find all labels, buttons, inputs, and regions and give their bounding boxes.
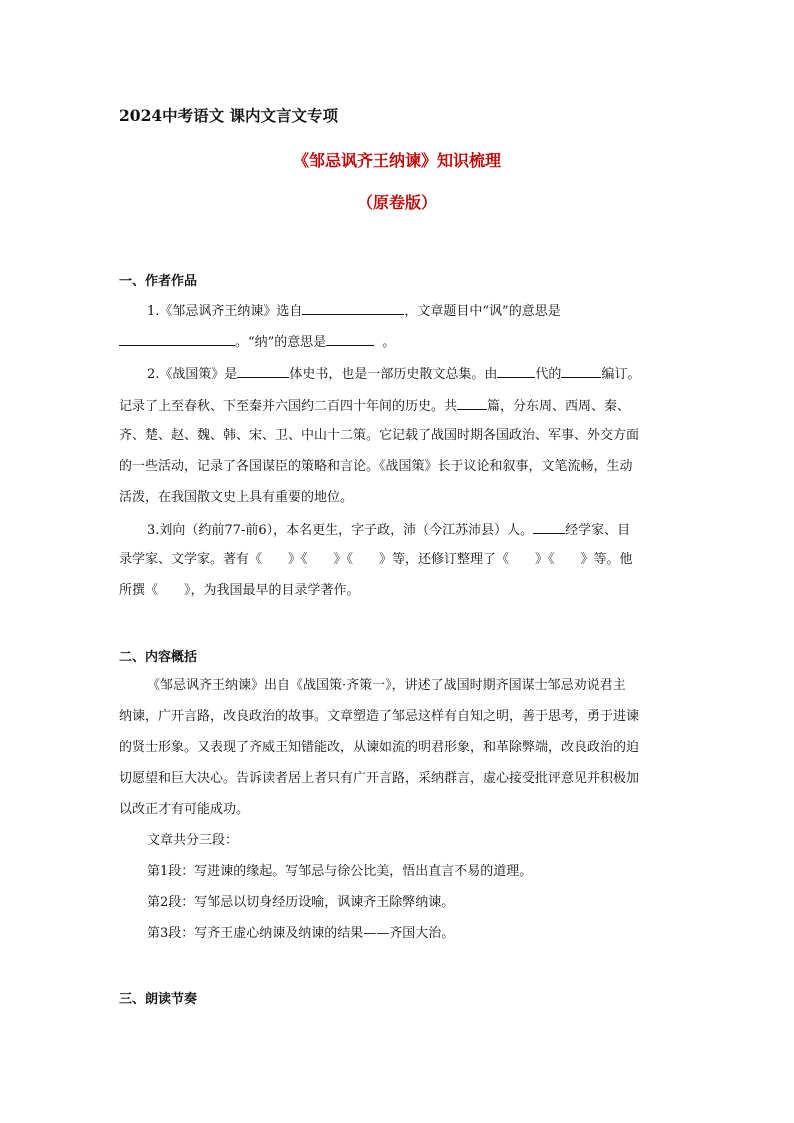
summary-line-2: 纳谏，广开言路，改良政治的故事。文章塑造了邹忌这样有自知之明，善于思考，勇于进谏 bbox=[119, 709, 640, 724]
answer-blank[interactable] bbox=[497, 363, 535, 378]
paragraph-1-summary: 第1段：写进谏的缘起。写邹忌与徐公比美，悟出直言不易的道理。 bbox=[147, 864, 533, 879]
section-heading-reading-rhythm: 三、朗读节奏 bbox=[119, 992, 198, 1007]
answer-blank[interactable] bbox=[561, 363, 601, 378]
question-2-text-b: 体史书，也是一部历史散文总集。由 bbox=[289, 367, 498, 382]
summary-line-4: 切愿望和巨大决心。告诉读者居上者只有广开言路，采纳群言，虚心接受批评意见并积极加 bbox=[119, 771, 640, 786]
question-3-text-a: 3.刘向（约前77-前6），本名更生，字子政，沛（今江苏沛县）人。 bbox=[147, 523, 534, 538]
summary-line-1: 《邹忌讽齐王纳谏》出自《战国策·齐策一》，讲述了战国时期齐国谋士邹忌劝说君主 bbox=[147, 678, 626, 693]
summary-line-6: 文章共分三段： bbox=[147, 833, 239, 848]
paragraph-2-summary: 第2段：写邹忌以切身经历设喻，讽谏齐王除弊纳谏。 bbox=[147, 895, 455, 910]
question-3-line-1 bbox=[147, 519, 630, 541]
question-2-line-1 bbox=[147, 363, 640, 385]
section-heading-author-works: 一、作者作品 bbox=[119, 274, 198, 289]
question-2-text-c: 代的 bbox=[535, 367, 562, 382]
question-2-text-d: 编订。 bbox=[601, 367, 641, 382]
document-header: 2024中考语文 课内文言文专项 bbox=[119, 106, 339, 125]
question-2-line-4: 的一些活动，记录了各国谋臣的策略和言论。《战国策》长于议论和叙事，文笔流畅，生动 bbox=[119, 459, 633, 474]
answer-blank[interactable] bbox=[119, 331, 235, 346]
question-2-line-3: 齐、楚、赵、魏、韩、宋、卫、中山十二策。它记载了战国时期各国政治、军事、外交方面 bbox=[119, 428, 640, 443]
summary-line-3: 的贤士形象。又表现了齐威王知错能改，从谏如流的明君形象，和革除弊端，改良政治的迫 bbox=[119, 740, 640, 755]
question-1-text-b: ，文章题目中“讽”的意思是 bbox=[404, 304, 561, 319]
summary-line-5: 以改正才有可能成功。 bbox=[119, 802, 250, 817]
question-2-text-e: 记录了上至春秋、下至秦并六国约二百四十年间的历史。共 bbox=[119, 399, 458, 414]
question-3-text-b: 经学家、目 bbox=[565, 523, 631, 538]
question-1-line-2 bbox=[119, 331, 395, 353]
answer-blank[interactable] bbox=[326, 331, 374, 346]
question-2-line-2 bbox=[119, 395, 630, 417]
question-3-line-3: 所撰《 》，为我国最早的目录学著作。 bbox=[119, 583, 360, 598]
document-subtitle: （原卷版） bbox=[356, 193, 437, 212]
question-1-line-1 bbox=[147, 300, 561, 322]
question-3-line-2: 录学家、文学家。著有《 》《 》《 》等，还修订整理了《 》《 》等。他 bbox=[119, 552, 633, 567]
question-1-text-c: 。“纳”的意思是 bbox=[235, 335, 327, 350]
question-2-text-a: 2.《战国策》是 bbox=[147, 367, 238, 382]
document-title: 《邹忌讽齐王纳谏》知识梳理 bbox=[292, 151, 501, 170]
question-2-text-f: 篇，分东周、西周、秦、 bbox=[487, 399, 631, 414]
question-2-line-5: 活泼，在我国散文史上具有重要的地位。 bbox=[119, 490, 354, 505]
answer-blank[interactable] bbox=[457, 395, 487, 410]
answer-blank[interactable] bbox=[533, 519, 565, 534]
section-heading-content-summary: 二、内容概括 bbox=[119, 650, 198, 665]
answer-blank[interactable] bbox=[302, 300, 404, 315]
answer-blank[interactable] bbox=[237, 363, 289, 378]
question-1-text-a: 1.《邹忌讽齐王纳谏》选自 bbox=[147, 304, 303, 319]
question-1-text-d: 。 bbox=[382, 335, 396, 350]
paragraph-3-summary: 第3段：写齐王虚心纳谏及纳谏的结果——齐国大治。 bbox=[147, 926, 455, 941]
